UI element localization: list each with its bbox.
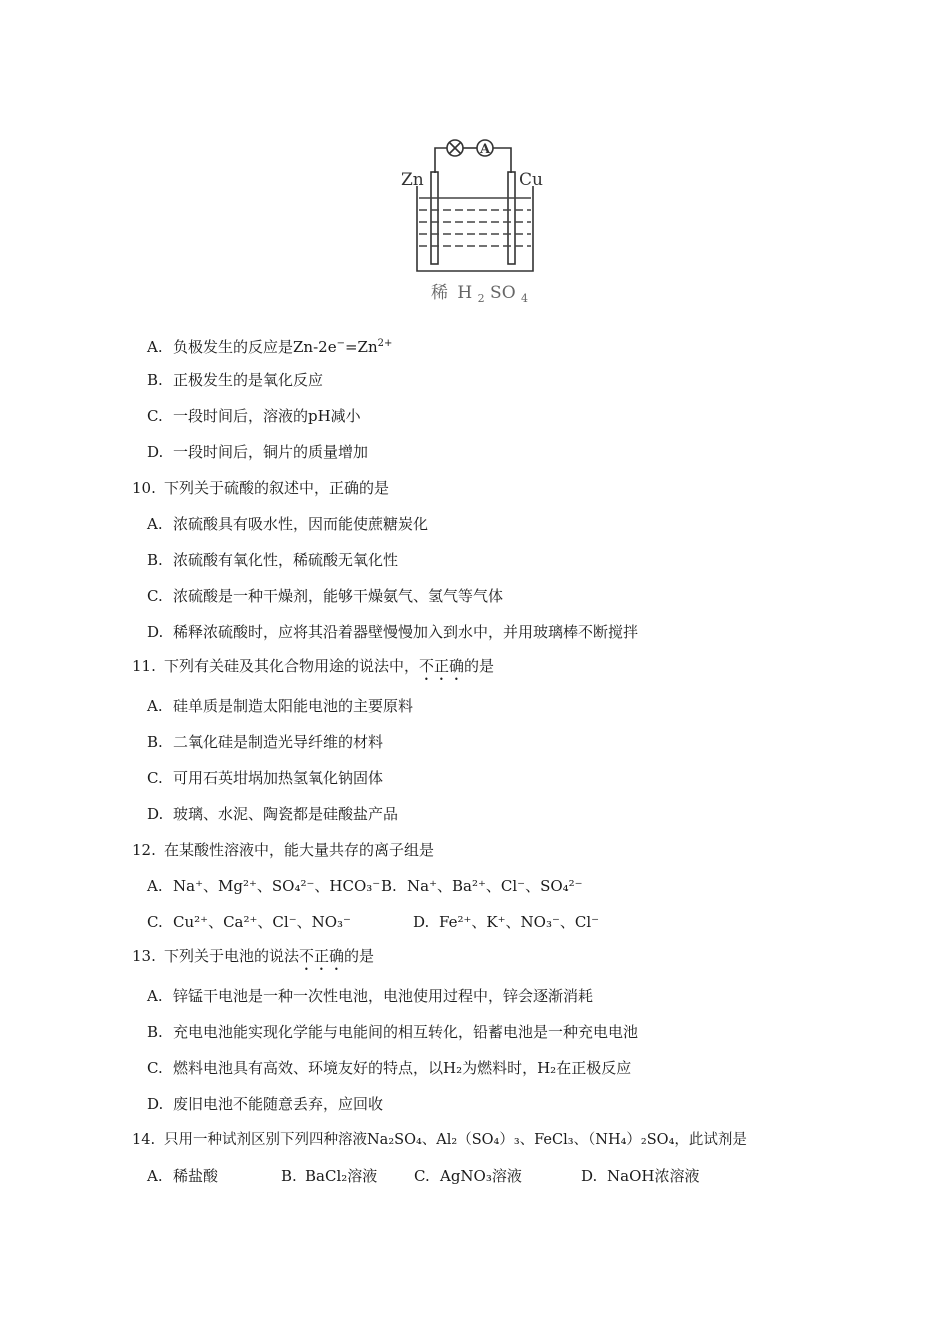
q12-options-row-2 [147, 912, 351, 932]
formula-o-sub: 4 [521, 292, 529, 305]
question-text: 只用一种试剂区别下列四种溶液Na₂SO₄、Al₂（SO₄）₃、FeCl₃、（NH₄）₂SO₄，此试剂是 [164, 1132, 747, 1148]
option-label: C. [147, 769, 163, 787]
option-text: 一段时间后，铜片的质量增加 [173, 443, 369, 461]
option-tail: =Zn [344, 338, 378, 356]
zn-electrode [431, 172, 438, 264]
q14-option-c [414, 1166, 522, 1186]
question-text: 下列有关硅及其化合物用途的说法中， [164, 657, 420, 675]
question-text-tail: 的是 [464, 657, 495, 675]
option-label: D. [147, 1095, 164, 1113]
option-sup: − [336, 338, 345, 349]
option-text: 玻璃、水泥、陶瓷都是硅酸盐产品 [173, 805, 399, 823]
option-text: Na⁺、Mg²⁺、SO₄²⁻、HCO₃⁻ [173, 877, 381, 895]
q12-option-b [381, 876, 583, 896]
option-text: 浓硫酸是一种干燥剂，能够干燥氨气、氢气等气体 [173, 587, 504, 605]
right-wire [493, 148, 511, 173]
q11-option-b [147, 732, 383, 752]
question-number: 12. [132, 841, 156, 859]
zn-label: Zn [401, 170, 424, 190]
question-number: 11. [132, 657, 156, 675]
left-wire [435, 148, 447, 173]
formula-h: H [457, 283, 473, 303]
option-label: D. [147, 443, 164, 461]
q14-stem [132, 1130, 747, 1150]
option-label: A. [147, 987, 163, 1005]
option-text: AgNO₃溶液 [440, 1167, 522, 1185]
q10-option-c [147, 586, 503, 606]
q14-option-b [281, 1166, 377, 1186]
option-text: 负极发生的反应是Zn-2e [173, 338, 337, 356]
galvanic-cell-svg [395, 128, 555, 308]
q11-option-a [147, 696, 413, 716]
option-label: B. [147, 1023, 163, 1041]
option-label: D. [413, 913, 430, 931]
q10-stem [132, 478, 389, 498]
option-text: 可用石英坩埚加热氢氧化钠固体 [173, 769, 384, 787]
option-label: D. [581, 1167, 598, 1185]
option-label: D. [147, 623, 164, 641]
q11-stem [132, 656, 494, 684]
bulb-cross [450, 143, 461, 154]
q10-option-b [147, 550, 398, 570]
q12-option-d [413, 912, 599, 932]
option-text: 稀盐酸 [173, 1167, 219, 1185]
ammeter-symbol: A [479, 142, 491, 157]
question-number: 14. [132, 1132, 156, 1148]
option-label: C. [147, 407, 163, 425]
question-number: 10. [132, 479, 156, 497]
option-text: Cu²⁺、Ca²⁺、Cl⁻、NO₃⁻ [173, 913, 351, 931]
q13-option-c [147, 1058, 631, 1078]
option-label: C. [147, 587, 163, 605]
option-text: NaOH浓溶液 [607, 1167, 700, 1185]
option-text: 燃料电池具有高效、环境友好的特点，以H₂为燃料时，H₂在正极反应 [173, 1059, 632, 1077]
option-text: Na⁺、Ba²⁺、Cl⁻、SO₄²⁻ [407, 877, 583, 895]
question-number: 13. [132, 947, 156, 965]
option-label: C. [147, 913, 163, 931]
option-text: 锌锰干电池是一种一次性电池，电池使用过程中，锌会逐渐消耗 [173, 987, 594, 1005]
option-text: 浓硫酸有氧化性，稀硫酸无氧化性 [173, 551, 399, 569]
option-label: A. [147, 1167, 163, 1185]
question-text: 下列关于电池的说法 [164, 947, 300, 965]
emphasis-text: 不正确 [299, 947, 345, 965]
solution-label [431, 283, 528, 307]
q10-option-a [147, 514, 428, 534]
option-label: B. [147, 733, 163, 751]
option-label: C. [147, 1059, 163, 1077]
q14-option-a [147, 1166, 218, 1186]
option-label: B. [381, 877, 397, 895]
option-text: 硅单质是制造太阳能电池的主要原料 [173, 697, 414, 715]
option-label: B. [281, 1167, 297, 1185]
solution-prefix: 稀 [431, 283, 448, 303]
q11-option-c [147, 768, 383, 788]
galvanic-cell-diagram [395, 128, 555, 308]
option-label: B. [147, 551, 163, 569]
option-text: 二氧化硅是制造光导纤维的材料 [173, 733, 384, 751]
option-text: 浓硫酸具有吸水性，因而能使蔗糖炭化 [173, 515, 429, 533]
q9-option-b [147, 370, 323, 390]
option-label: A. [147, 877, 163, 895]
option-label: C. [414, 1167, 430, 1185]
option-text: 充电电池能实现化学能与电能间的相互转化，铅蓄电池是一种充电电池 [173, 1023, 639, 1041]
question-text: 下列关于硫酸的叙述中，正确的是 [164, 479, 390, 497]
option-text: 正极发生的是氧化反应 [173, 371, 324, 389]
formula-h-sub: 2 [477, 292, 485, 305]
q11-option-d [147, 804, 398, 824]
option-text: 废旧电池不能随意丢弃，应回收 [173, 1095, 384, 1113]
q9-option-a [147, 334, 392, 357]
cu-electrode [508, 172, 515, 264]
option-label: A. [147, 697, 163, 715]
formula-so: SO [490, 283, 516, 303]
q10-option-d [147, 622, 638, 642]
q12-stem [132, 840, 434, 860]
q9-option-d [147, 442, 368, 462]
cu-label: Cu [519, 170, 543, 190]
q13-option-d [147, 1094, 383, 1114]
option-label: A. [147, 515, 163, 533]
option-text: Fe²⁺、K⁺、NO₃⁻、Cl⁻ [439, 913, 600, 931]
question-text: 在某酸性溶液中，能大量共存的离子组是 [164, 841, 435, 859]
option-label: B. [147, 371, 163, 389]
option-label: D. [147, 805, 164, 823]
option-text: 一段时间后，溶液的pH减小 [173, 407, 361, 425]
option-text: BaCl₂溶液 [305, 1167, 378, 1185]
option-text: 稀释浓硫酸时，应将其沿着器壁慢慢加入到水中，并用玻璃棒不断搅拌 [173, 623, 639, 641]
emphasis-text: 不正确 [419, 657, 465, 675]
q12-options-row-1 [147, 876, 380, 896]
q14-option-d [581, 1166, 699, 1186]
q13-option-a [147, 986, 593, 1006]
q13-stem [132, 946, 374, 974]
question-text-tail: 的是 [344, 947, 375, 965]
q13-option-b [147, 1022, 638, 1042]
option-label: A. [147, 338, 163, 356]
option-sup: 2+ [377, 338, 393, 349]
q9-option-c [147, 406, 361, 426]
